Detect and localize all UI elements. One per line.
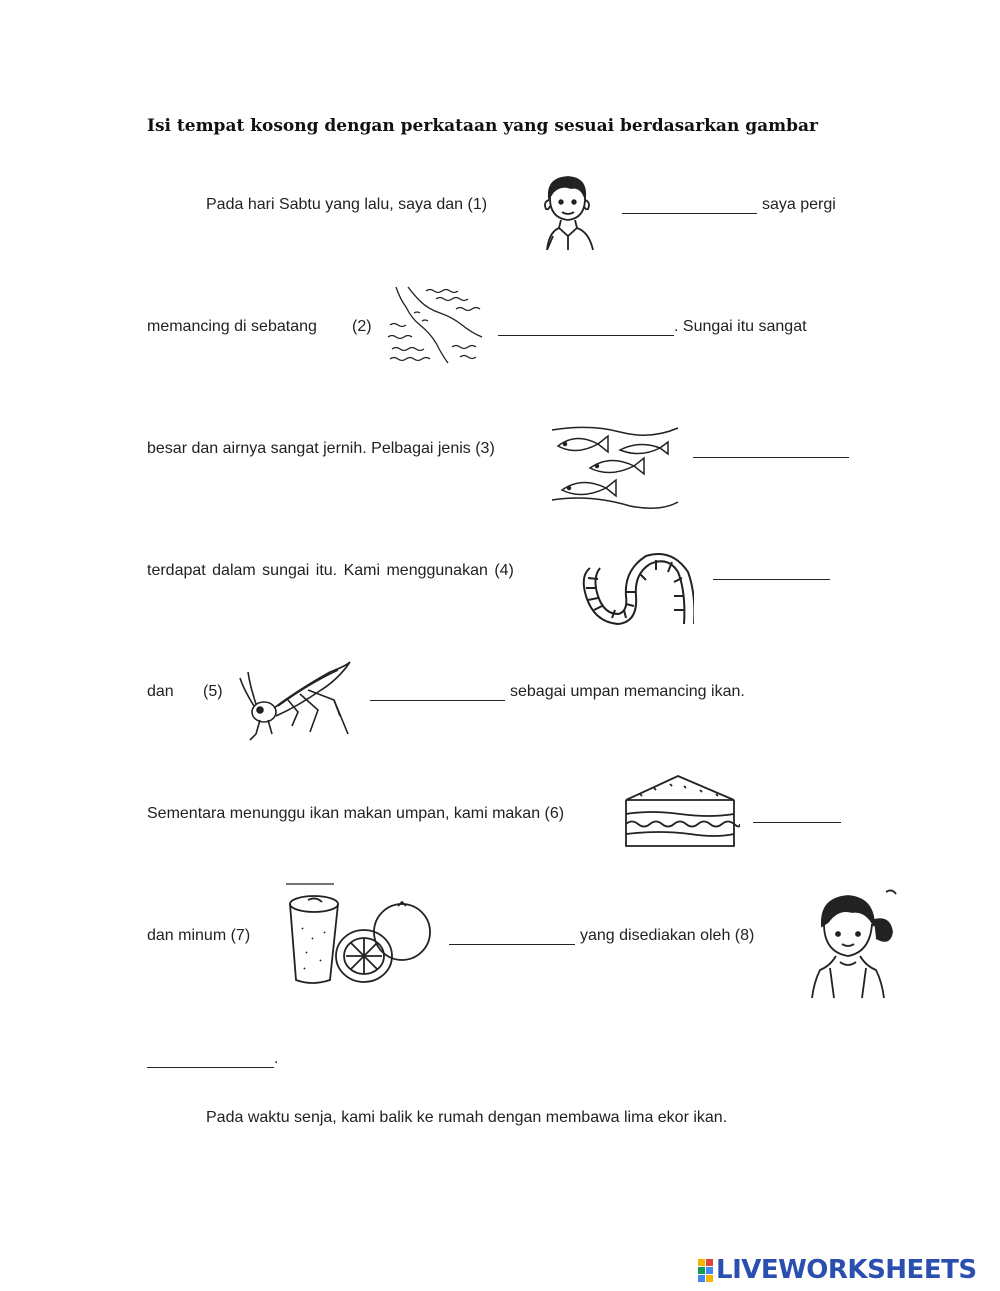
closing-sentence: Pada waktu senja, kami balik ke rumah dengan membawa lima ekor ikan. [206,1109,728,1126]
river-picture [386,285,484,365]
answer-blank-6[interactable] [753,822,841,823]
number-2: (2) [352,318,372,335]
logo-mark-icon [698,1259,713,1282]
sentence-7-start: dan minum (7) [147,927,251,944]
answer-blank-7[interactable] [449,944,575,945]
sentence-5-start: dan [147,683,174,700]
fish-picture [550,420,680,512]
logo-text: LIVEWORKSHEETS [716,1255,977,1285]
sentence-8-end: . [274,1050,279,1067]
number-5: (5) [203,683,223,700]
orange-juice-picture [282,880,437,990]
liveworksheets-logo [698,1255,977,1285]
sentence-1-start: Pada hari Sabtu yang lalu, saya dan (1) [206,196,488,213]
sentence-7-end: yang disediakan oleh (8) [580,927,755,944]
answer-blank-1[interactable] [622,213,757,214]
sentence-2-start: memancing di sebatang [147,318,317,335]
grasshopper-picture [238,650,358,746]
sentence-5-end: sebagai umpan memancing ikan. [510,683,745,700]
sentence-2-end: . Sungai itu sangat [674,318,807,335]
sentence-3-start: besar dan airnya sangat jernih. Pelbagai jenis (3) [147,440,495,457]
answer-blank-2[interactable] [498,335,674,336]
sentence-4-start: terdapat dalam sungai itu. Kami menggunakan (4) [147,562,514,579]
answer-blank-3[interactable] [693,457,849,458]
sentence-1-end: saya pergi [762,196,836,213]
sentence-6-start: Sementara menunggu ikan makan umpan, kami makan (6) [147,805,565,822]
worm-picture [572,552,694,630]
page-title: Isi tempat kosong dengan perkataan yang sesuai berdasarkan gambar [147,116,818,136]
answer-blank-8[interactable] [147,1067,274,1068]
answer-blank-4[interactable] [713,579,830,580]
sandwich-picture [620,764,740,854]
answer-blank-5[interactable] [370,700,505,701]
girl-picture [808,886,898,1002]
boy-picture [535,172,601,250]
